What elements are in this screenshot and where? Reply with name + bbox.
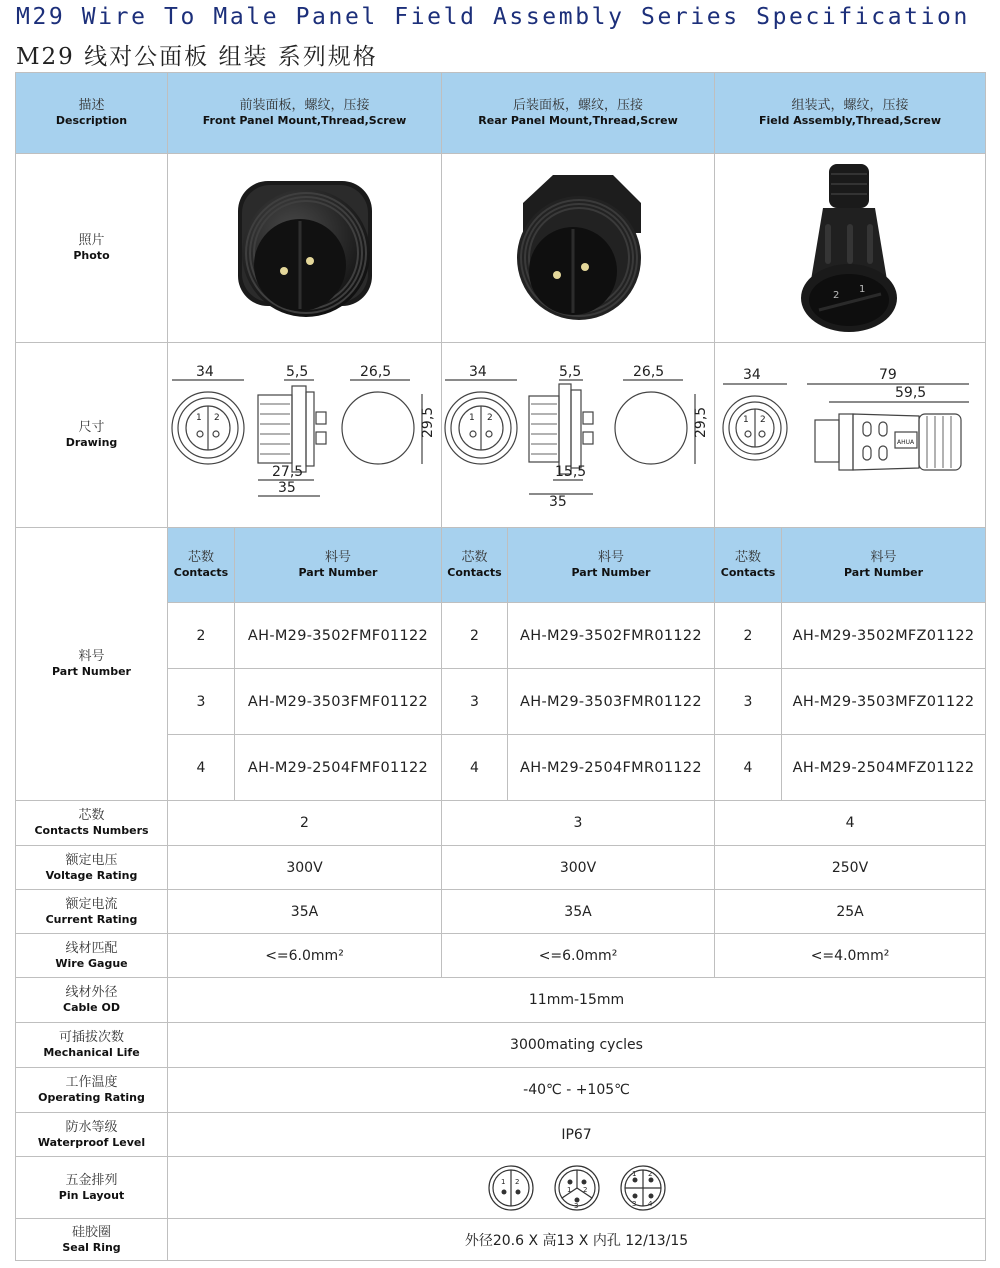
photo-row — [16, 154, 986, 343]
front-contacts-header — [168, 528, 235, 603]
current-row — [16, 890, 986, 934]
rear-dim-29-5: 29,5 — [693, 406, 709, 438]
drawing-label-en: Drawing — [65, 436, 118, 449]
rear-contacts-2: 2 — [442, 603, 508, 669]
wire-label — [16, 934, 168, 978]
wire-row — [16, 934, 986, 978]
cable-value: 11mm-15mm — [168, 978, 986, 1023]
temp-row — [16, 1068, 986, 1113]
pin-label: 1 — [566, 1185, 571, 1194]
rear-dim-34: 34 — [469, 364, 487, 380]
life-cn: 可插拔次数 — [58, 1030, 124, 1045]
header-row — [16, 73, 986, 154]
rear-part-number: AH-M29-3503FMR01122 — [508, 669, 715, 735]
front-panel-title-en: Front Panel Mount,Thread,Screw — [202, 114, 407, 127]
front-dim-5-5: 5,5 — [285, 364, 308, 380]
contacts-cn: 芯数 — [735, 550, 762, 565]
rear-contacts-3: 3 — [442, 669, 508, 735]
desc-header-cell — [16, 73, 168, 154]
voltage-value: 250V — [715, 846, 986, 890]
rear-panel-photo-cell — [442, 154, 715, 343]
page-title-cn: M29 线对公面板 组装 系列规格 — [16, 44, 378, 70]
front-panel-header — [168, 73, 442, 154]
part-cn: 料号 — [324, 550, 351, 565]
rear-dim-35: 35 — [549, 494, 567, 510]
field-assembly-drawing-cell — [715, 343, 986, 528]
rear-part-number: AH-M29-3502FMR01122 — [508, 603, 715, 669]
life-label — [16, 1023, 168, 1068]
front-part-number: AH-M29-3502FMF01122 — [235, 603, 442, 669]
field-part-number: AH-M29-3502MFZ01122 — [782, 603, 986, 669]
front-dim-35: 35 — [277, 480, 296, 496]
rear-panel-title-cn: 后装面板，螺纹，压接 — [513, 98, 644, 113]
wire-cn: 线材匹配 — [65, 940, 118, 956]
rear-panel-connector-photo — [493, 163, 663, 333]
rear-panel-title-en: Rear Panel Mount,Thread,Screw — [478, 114, 678, 127]
part-cn: 料号 — [870, 550, 897, 565]
field-part-number: AH-M29-2504MFZ01122 — [782, 735, 986, 801]
rear-dim-15-5: 15,5 — [555, 464, 587, 480]
part-label-en: Part Number — [52, 665, 131, 678]
pin-label: 2 — [514, 1177, 519, 1186]
field-assembly-photo-cell — [715, 154, 986, 343]
drawing-row — [16, 343, 986, 528]
contacts-value: 2 — [168, 801, 442, 846]
field-assembly-dimension-drawing — [719, 360, 981, 510]
part-label-cn: 料号 — [78, 649, 105, 664]
pin-label: 2 — [647, 1169, 652, 1178]
waterproof-cn: 防水等级 — [65, 1119, 118, 1135]
field-assembly-connector-photo — [785, 160, 915, 336]
photo-label-en: Photo — [73, 249, 110, 262]
svg-text:1: 1 — [859, 284, 866, 295]
temp-en: Operating Rating — [38, 1091, 145, 1104]
part-subheader-row — [16, 528, 986, 603]
wire-value: <=6.0mm² — [442, 934, 715, 978]
desc-label-en: Description — [55, 114, 128, 127]
part-label-cell — [16, 528, 168, 801]
part-en: Part Number — [844, 566, 923, 579]
contacts-numbers-cn: 芯数 — [78, 808, 105, 823]
waterproof-value: IP67 — [168, 1113, 986, 1157]
voltage-row — [16, 846, 986, 890]
waterproof-row — [16, 1113, 986, 1157]
rear-panel-drawing-cell — [442, 343, 715, 528]
wire-value: <=6.0mm² — [168, 934, 442, 978]
current-value: 35A — [442, 890, 715, 934]
cable-row — [16, 978, 986, 1023]
contacts-en: Contacts — [720, 566, 776, 579]
contacts-cn: 芯数 — [187, 550, 214, 565]
front-part-number: AH-M29-3503FMF01122 — [235, 669, 442, 735]
rear-pin-1: 1 — [469, 413, 475, 423]
rear-part-number: AH-M29-2504FMR01122 — [508, 735, 715, 801]
contacts-value: 4 — [715, 801, 986, 846]
rear-panel-dimension-drawing — [443, 360, 713, 510]
rear-contacts-4: 4 — [442, 735, 508, 801]
field-dim-79: 79 — [879, 367, 897, 383]
spec-table — [15, 72, 986, 1261]
front-panel-title-cn: 前装面板，螺纹，压接 — [239, 98, 370, 113]
front-dim-29-5: 29,5 — [419, 406, 436, 438]
field-brand-mark: AHUA — [897, 439, 915, 446]
photo-label-cell — [16, 154, 168, 343]
front-panel-dimension-drawing — [170, 360, 440, 510]
field-pin-1: 1 — [743, 415, 749, 425]
field-contacts-header — [715, 528, 782, 603]
rear-panel-header — [442, 73, 715, 154]
seal-en: Seal Ring — [62, 1240, 121, 1254]
life-value: 3000mating cycles — [168, 1023, 986, 1068]
seal-label — [16, 1219, 168, 1261]
temp-cn: 工作温度 — [65, 1075, 118, 1090]
voltage-en: Voltage Rating — [45, 868, 138, 882]
pin-layout-cell — [168, 1157, 986, 1219]
field-dim-34: 34 — [743, 367, 761, 383]
seal-row — [16, 1219, 986, 1261]
desc-label-cn: 描述 — [78, 98, 105, 113]
current-value: 35A — [168, 890, 442, 934]
front-contacts-4: 4 — [168, 735, 235, 801]
front-dim-26-5: 26,5 — [359, 364, 391, 380]
current-value: 25A — [715, 890, 986, 934]
voltage-cn: 额定电压 — [65, 852, 118, 868]
cable-label — [16, 978, 168, 1023]
pin-label: 4 — [647, 1199, 652, 1208]
contacts-cn: 芯数 — [461, 550, 488, 565]
rear-pin-2: 2 — [487, 413, 493, 423]
contacts-value: 3 — [442, 801, 715, 846]
page-title: M29 Wire To Male Panel Field Assembly Series Specification — [16, 4, 970, 30]
drawing-label-cn: 尺寸 — [78, 420, 105, 435]
front-contacts-2: 2 — [168, 603, 235, 669]
contacts-en: Contacts — [447, 566, 502, 579]
part-en: Part Number — [298, 566, 378, 579]
field-assembly-header — [715, 73, 986, 154]
part-cn: 料号 — [598, 550, 625, 565]
field-dim-59-5: 59,5 — [895, 385, 927, 401]
svg-text:2: 2 — [833, 290, 840, 301]
field-part-number: AH-M29-3503MFZ01122 — [782, 669, 986, 735]
rear-dim-26-5: 26,5 — [633, 364, 665, 380]
pin-layout-row — [16, 1157, 986, 1219]
field-pin-2: 2 — [760, 415, 766, 425]
contacts-en: Contacts — [173, 566, 229, 579]
pin-layout-diagram — [487, 1162, 667, 1214]
front-panel-photo-cell — [168, 154, 442, 343]
pin-cn: 五金排列 — [65, 1172, 118, 1188]
waterproof-label — [16, 1113, 168, 1157]
front-panel-drawing-cell — [168, 343, 442, 528]
pin-label: 1 — [631, 1169, 636, 1178]
front-dim-34: 34 — [195, 364, 214, 380]
photo-label-cn: 照片 — [78, 233, 105, 248]
seal-cn: 硅胶圈 — [71, 1224, 111, 1240]
contacts-numbers-en: Contacts Numbers — [34, 824, 149, 837]
drawing-label-cell — [16, 343, 168, 528]
rear-contacts-header — [442, 528, 508, 603]
temp-value: -40℃ - +105℃ — [168, 1068, 986, 1113]
voltage-label — [16, 846, 168, 890]
rear-dim-5-5: 5,5 — [559, 364, 582, 380]
voltage-value: 300V — [168, 846, 442, 890]
life-en: Mechanical Life — [43, 1046, 140, 1059]
voltage-value: 300V — [442, 846, 715, 890]
current-cn: 额定电流 — [65, 896, 118, 912]
field-assembly-title-en: Field Assembly,Thread,Screw — [758, 114, 942, 127]
field-assembly-title-cn: 组装式，螺纹，压接 — [791, 98, 909, 113]
field-contacts-4: 4 — [715, 735, 782, 801]
front-pin-1: 1 — [195, 413, 202, 423]
part-en: Part Number — [571, 566, 651, 579]
wire-value: <=4.0mm² — [715, 934, 986, 978]
front-contacts-3: 3 — [168, 669, 235, 735]
pin-layout-label — [16, 1157, 168, 1219]
rear-part-header — [508, 528, 715, 603]
contacts-numbers-row — [16, 801, 986, 846]
cable-en: Cable OD — [63, 1001, 120, 1014]
temp-label — [16, 1068, 168, 1113]
front-panel-connector-photo — [220, 163, 390, 333]
field-part-header — [782, 528, 986, 603]
front-part-header — [235, 528, 442, 603]
front-part-number: AH-M29-2504FMF01122 — [235, 735, 442, 801]
front-dim-27-5: 27,5 — [271, 464, 303, 480]
cable-cn: 线材外径 — [65, 985, 118, 1000]
pin-label: 3 — [573, 1201, 578, 1210]
current-en: Current Rating — [45, 912, 138, 926]
contacts-numbers-label — [16, 801, 168, 846]
waterproof-en: Waterproof Level — [37, 1135, 146, 1149]
front-pin-2: 2 — [213, 413, 220, 423]
seal-value: 外径20.6 X 高13 X 内孔 12/13/15 — [168, 1219, 986, 1261]
current-label — [16, 890, 168, 934]
field-contacts-2: 2 — [715, 603, 782, 669]
life-row — [16, 1023, 986, 1068]
pin-label: 3 — [631, 1199, 636, 1208]
pin-en: Pin Layout — [58, 1188, 125, 1202]
field-contacts-3: 3 — [715, 669, 782, 735]
pin-label: 1 — [500, 1177, 505, 1186]
wire-en: Wire Gague — [55, 956, 128, 970]
pin-label: 2 — [582, 1185, 587, 1194]
